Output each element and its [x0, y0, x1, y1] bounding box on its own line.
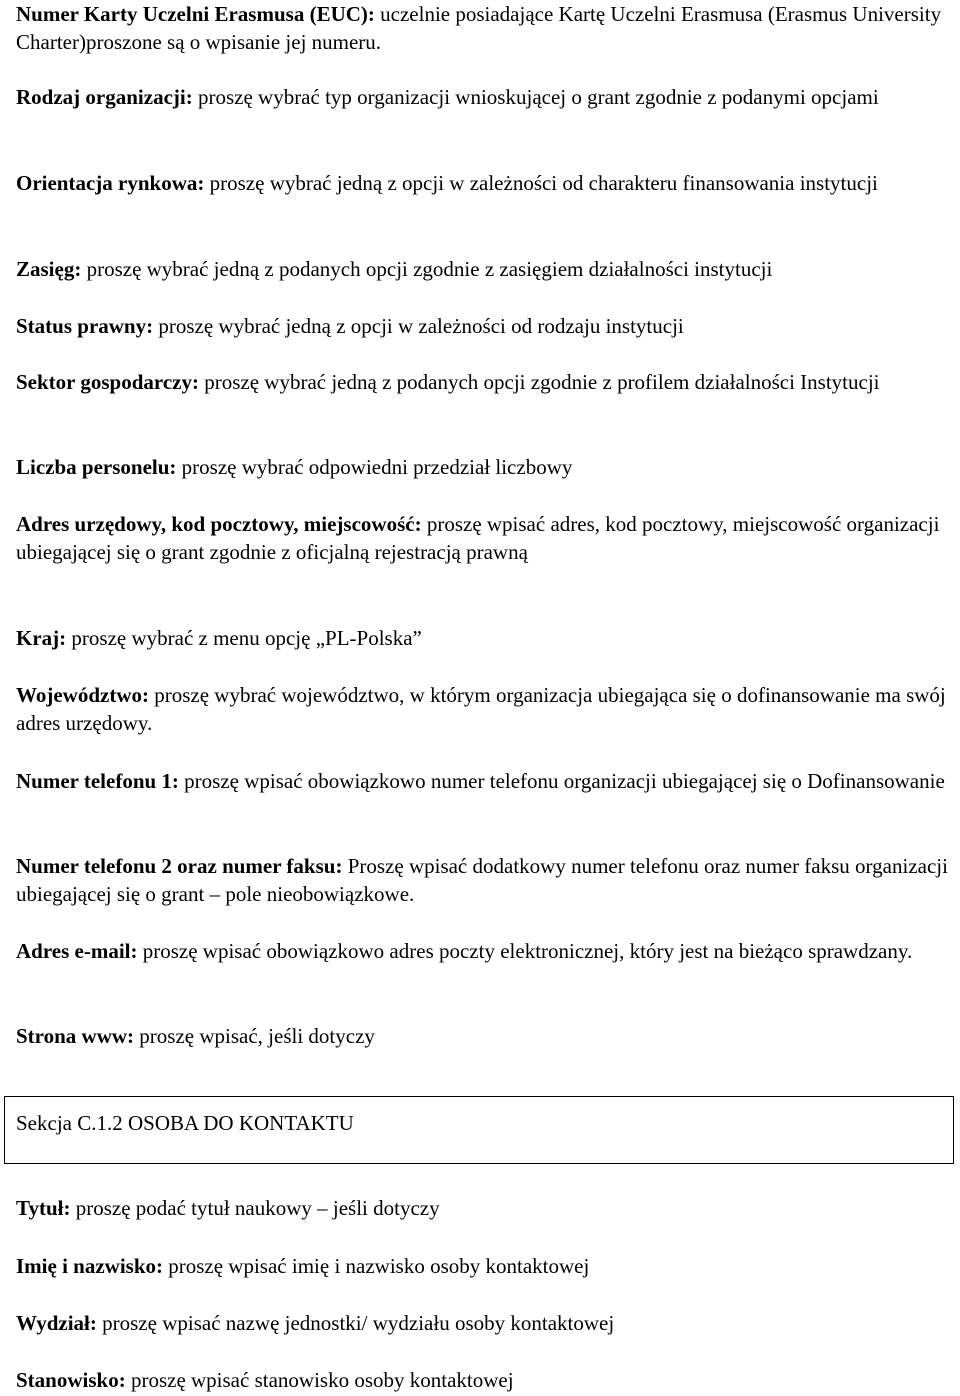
field-text: proszę wybrać jedną z opcji w zależności od rodzaju instytucji [153, 314, 684, 338]
field-label: Adres urzędowy, kod pocztowy, miejscowość: [16, 512, 422, 536]
field-label: Imię i nazwisko: [16, 1254, 163, 1278]
field-text: proszę wpisać adres, kod pocztowy, miejscowość organizacji ubiegającej się o grant zgodnie z oficjalną rejestracją prawną [16, 512, 940, 564]
field-label: Numer telefonu 1: [16, 769, 179, 793]
field-text: proszę wpisać obowiązkowo adres poczty elektronicznej, który jest na bieżąco sprawdzany. [137, 939, 913, 963]
field-market-orientation [16, 169, 952, 197]
field-euc [16, 0, 952, 56]
field-label: Sektor gospodarczy: [16, 370, 199, 394]
field-official-address [16, 510, 952, 566]
contact-field-department [16, 1309, 952, 1337]
contact-field-title [16, 1194, 952, 1222]
field-label: Strona www: [16, 1024, 135, 1048]
field-label: Liczba personelu: [16, 455, 177, 479]
field-label: Orientacja rynkowa: [16, 171, 205, 195]
field-text: proszę wybrać odpowiedni przedział liczbowy [176, 455, 573, 479]
field-phone-1 [16, 767, 952, 795]
field-label: Zasięg: [16, 257, 82, 281]
field-text: proszę wybrać z menu opcję „PL-Polska” [66, 626, 422, 650]
field-legal-status [16, 312, 952, 340]
field-label: Stanowisko: [16, 1368, 126, 1392]
field-text: proszę podać tytuł naukowy – jeśli dotyczy [70, 1196, 440, 1220]
field-text: proszę wybrać jedną z podanych opcji zgodnie z zasięgiem działalności instytucji [81, 257, 773, 281]
field-text: proszę wpisać nazwę jednostki/ wydziału osoby kontaktowej [96, 1311, 615, 1335]
field-text: proszę wybrać typ organizacji wnioskującej o grant zgodnie z podanymi opcjami [192, 85, 879, 109]
field-label: Kraj: [16, 626, 67, 650]
field-text: proszę wpisać stanowisko osoby kontaktowej [125, 1368, 514, 1392]
field-label: Wydział: [16, 1311, 97, 1335]
field-text: proszę wpisać imię i nazwisko osoby kontaktowej [163, 1254, 590, 1278]
field-label: Numer telefonu 2 oraz numer faksu: [16, 854, 343, 878]
field-text: proszę wybrać jedną z podanych opcji zgodnie z profilem działalności Instytucji [198, 370, 880, 394]
field-label: Tytuł: [16, 1196, 71, 1220]
field-label: Województwo: [16, 683, 149, 707]
field-staff-count [16, 453, 952, 481]
contact-field-name [16, 1252, 952, 1280]
field-text: proszę wpisać obowiązkowo numer telefonu organizacji ubiegającej się o Dofinansowanie [178, 769, 945, 793]
field-text: proszę wybrać jedną z opcji w zależności od charakteru finansowania instytucji [204, 171, 878, 195]
field-email [16, 937, 952, 965]
field-scope [16, 255, 952, 283]
field-text: proszę wybrać województwo, w którym organizacja ubiegająca się o dofinansowanie ma swój adres urzędowy. [16, 683, 946, 735]
field-organization-type [16, 83, 952, 111]
section-header-box [4, 1096, 954, 1164]
field-voivodeship [16, 681, 952, 737]
contact-field-position [16, 1366, 952, 1394]
field-website [16, 1022, 952, 1050]
field-economic-sector [16, 368, 952, 396]
field-label: Rodzaj organizacji: [16, 85, 193, 109]
field-text: proszę wpisać, jeśli dotyczy [134, 1024, 375, 1048]
field-country [16, 624, 952, 652]
field-label: Adres e-mail: [16, 939, 138, 963]
field-phone-2-fax [16, 852, 952, 908]
field-label: Status prawny: [16, 314, 154, 338]
section-title: Sekcja C.1.2 OSOBA DO KONTAKTU [16, 1111, 354, 1135]
field-text: uczelnie posiadające Kartę Uczelni Erasmusa (Erasmus University Charter)proszone są o wpisanie jej numeru. [16, 2, 942, 54]
field-text: Proszę wpisać dodatkowy numer telefonu oraz numer faksu organizacji ubiegającej się o grant – pole nieobowiązkowe. [16, 854, 948, 906]
field-label: Numer Karty Uczelni Erasmusa (EUC): [16, 2, 375, 26]
